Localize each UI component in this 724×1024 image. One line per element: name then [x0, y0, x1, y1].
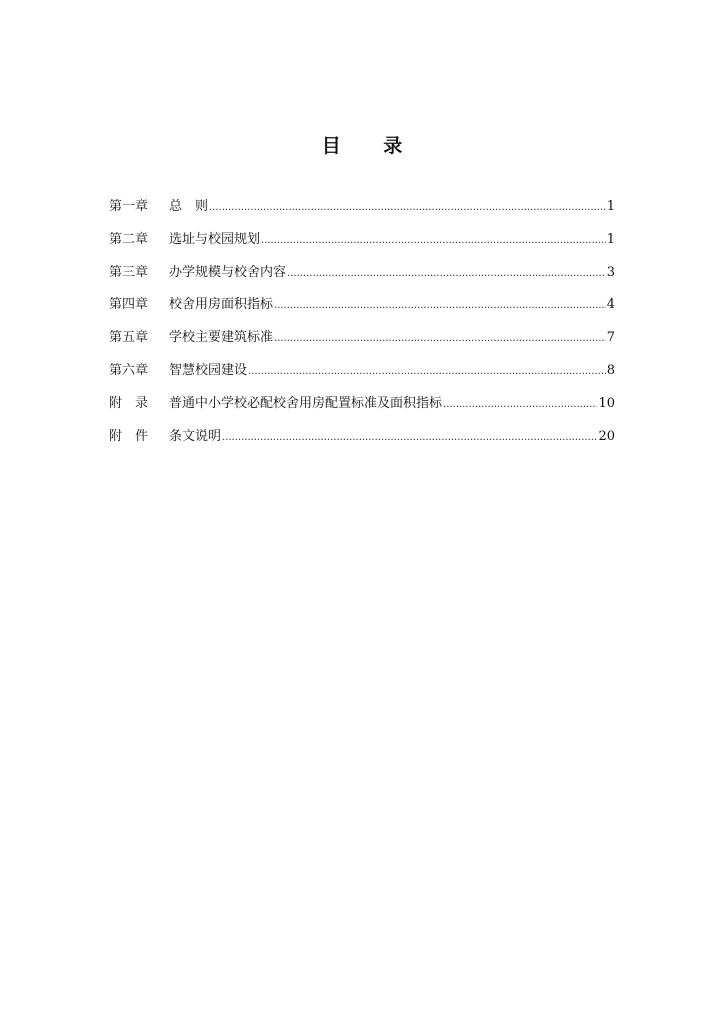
toc-entry[interactable] — [109, 394, 615, 427]
toc-chapter-label: 第一章 — [109, 199, 149, 214]
toc-entry[interactable] — [109, 328, 615, 361]
toc-leader-dots — [274, 329, 606, 349]
toc-entry-title: 条文说明 — [169, 428, 222, 444]
toc-page-number: 7 — [606, 330, 615, 346]
page-title: 目 录 — [321, 135, 421, 157]
toc-entry[interactable] — [109, 263, 615, 296]
toc-page-number: 8 — [606, 362, 615, 378]
toc-entry-title: 选址与校园规划 — [169, 231, 261, 247]
toc-chapter-label: 第五章 — [109, 330, 149, 346]
toc-page-number: 1 — [606, 199, 615, 214]
toc-entry[interactable] — [109, 295, 615, 328]
toc-page-number: 4 — [606, 297, 615, 313]
toc-leader-dots — [261, 231, 606, 251]
toc-page-number: 1 — [606, 231, 615, 247]
toc-entry[interactable] — [109, 197, 615, 230]
toc-leader-dots — [248, 362, 606, 382]
toc-chapter-label: 附 录 — [109, 395, 149, 411]
toc-chapter-label: 附 件 — [109, 428, 149, 444]
toc-entry[interactable] — [109, 427, 615, 460]
toc-entry-title: 智慧校园建设 — [169, 362, 248, 378]
toc-entry-title: 总 则 — [169, 199, 209, 214]
toc-entry[interactable] — [109, 361, 615, 394]
toc-entry-title: 校舍用房面积指标 — [169, 297, 274, 313]
toc-chapter-label: 第二章 — [109, 231, 149, 247]
toc-leader-dots — [274, 296, 606, 316]
toc-chapter-label: 第六章 — [109, 362, 149, 378]
toc-entry-title: 普通中小学校必配校舍用房配置标准及面积指标 — [169, 395, 443, 411]
toc-page-number: 20 — [598, 428, 615, 444]
toc-entry-title: 学校主要建筑标准 — [169, 330, 274, 346]
toc-page-number: 3 — [606, 264, 615, 280]
toc-entry[interactable] — [109, 230, 615, 263]
toc-chapter-label: 第三章 — [109, 264, 149, 280]
toc-leader-dots — [209, 198, 606, 218]
toc-leader-dots — [287, 264, 606, 284]
toc-leader-dots — [443, 395, 597, 415]
toc-leader-dots — [222, 428, 597, 448]
toc-chapter-label: 第四章 — [109, 297, 149, 313]
toc-entry-title: 办学规模与校舍内容 — [169, 264, 287, 280]
toc-page-number: 10 — [598, 395, 615, 411]
table-of-contents — [109, 197, 615, 459]
